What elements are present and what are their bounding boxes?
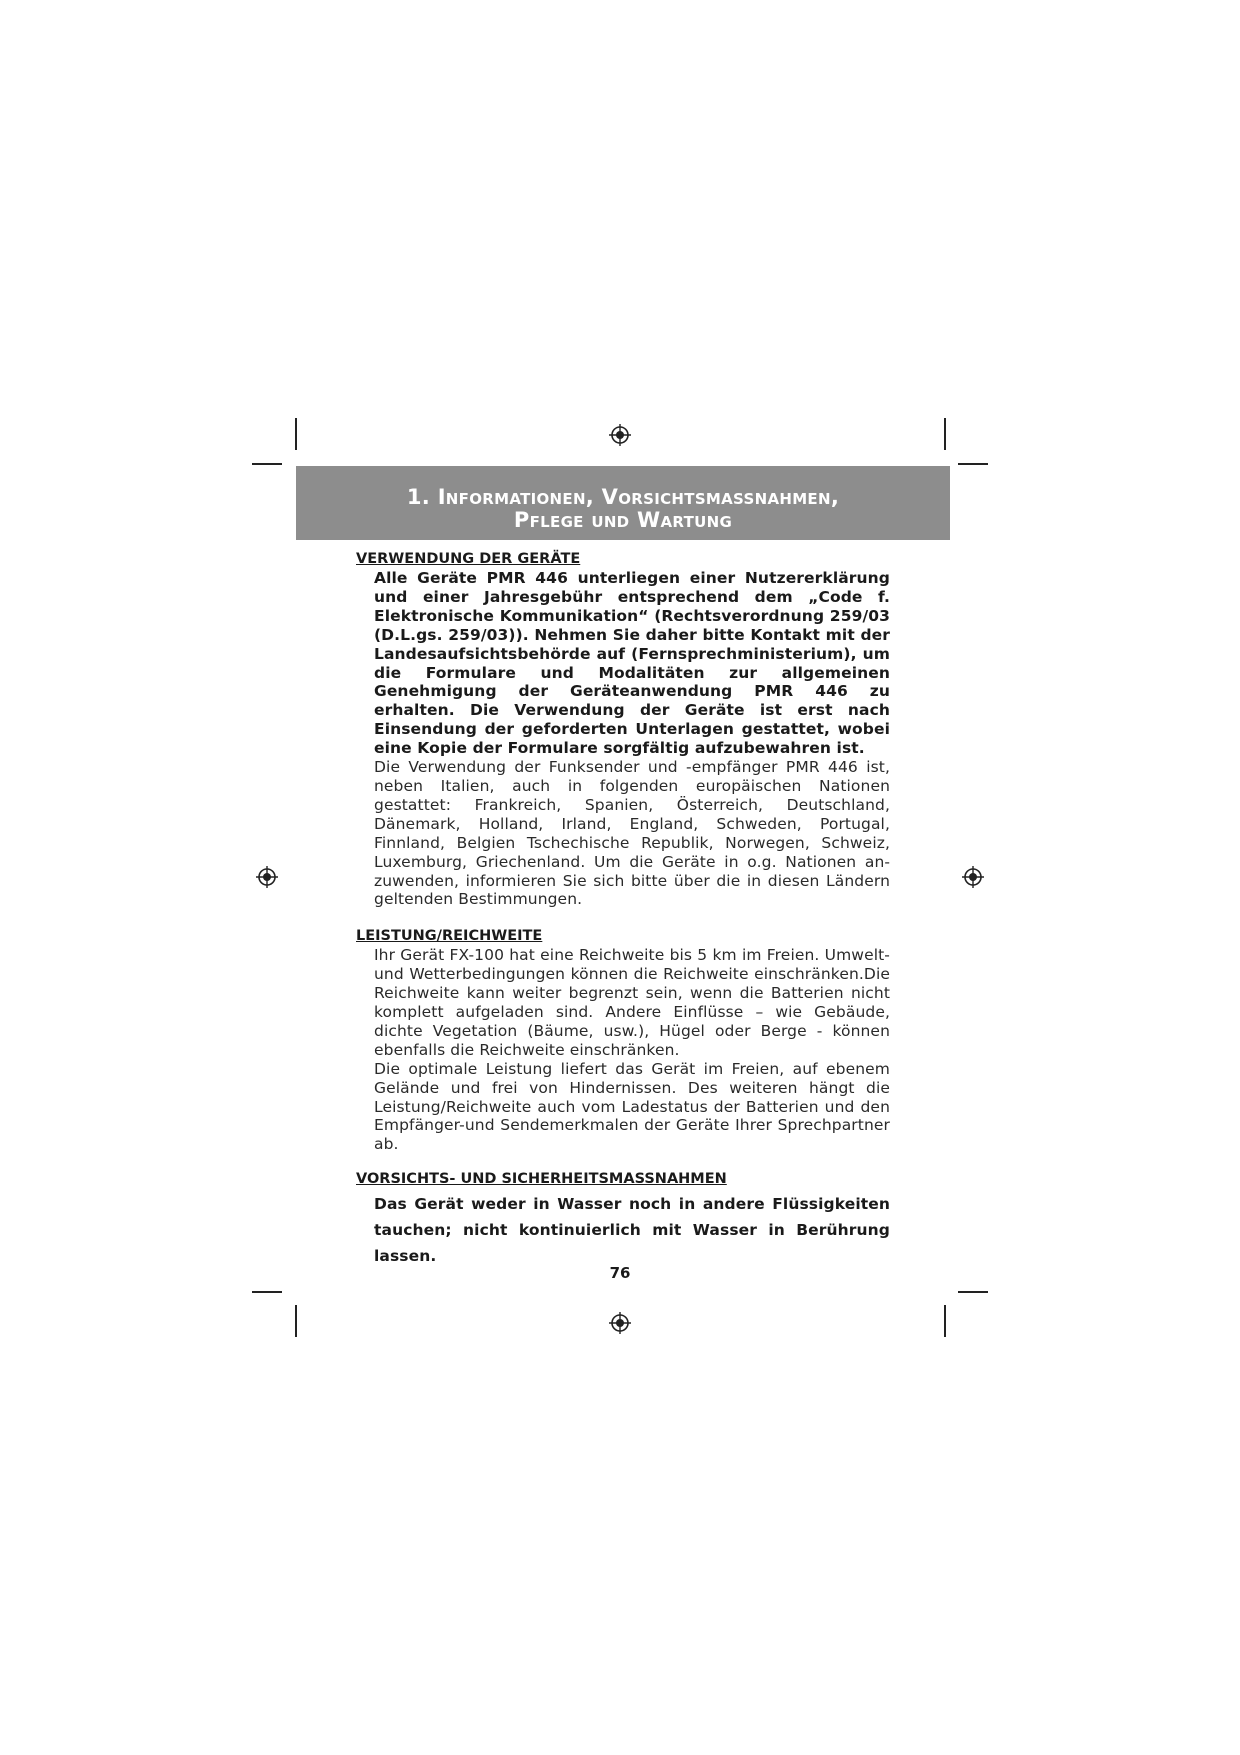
crop-mark xyxy=(295,1305,297,1337)
crop-mark xyxy=(252,1291,282,1293)
chapter-header xyxy=(296,466,950,540)
page-content xyxy=(356,550,890,1269)
paragraph-bold: Das Gerät weder in Wasser noch in andere Flüssigkeiten tauchen; nicht kontinuierlich mit Wasser in Berührung lassen. xyxy=(374,1195,890,1266)
crop-mark xyxy=(295,418,297,450)
paragraph: Die optimale Leistung liefert das Gerät im Freien, auf ebenem Gelände und frei von Hindernissen. Des weiteren hängt die Leistung/Reichweite auch vom Ladestatus der Batterien und den Empfänger-und Sendemerkmalen der Geräte Ihrer Sprechpartner ab. xyxy=(374,1059,890,1154)
crop-mark xyxy=(944,1305,946,1337)
page-number: 76 xyxy=(609,1264,631,1282)
crosshair-registration-icon xyxy=(962,866,984,888)
paragraph-bold: Alle Geräte PMR 446 unterliegen einer Nutzererklärung und einer Jahresgebühr entsprechend dem „Code f. Elektronische Kommunikation“ (Rechtsverordnung 259/03 (D.L.gs. 259/03)). Nehmen Sie daher bitte Kontakt mit der Landesaufsichtsbehörde auf (Fernsprechministerium), um die Formulare und Modalitäten zur allgemeinen Genehmigung der Geräteanwendung PMR 446 zu erhalten. Die Verwendung der Geräte ist erst nach Einsendung der geforderten Unterlagen gestattet, wobei eine Kopie der Formulare sorgfältig aufzubewahren ist. xyxy=(374,569,890,758)
crop-mark xyxy=(958,1291,988,1293)
paragraph: Die Verwendung der Funksender und -empfänger PMR 446 ist, neben Italien, auch in folgenden europäischen Nationen gestattet: Frankreich, Spanien, Österreich, Deutschland, Dänemark, Holland, Irland, England, Schweden, Portugal, Finnland, Belgien Tschechische Republik, Norwegen, Schweiz, Luxemburg, Griechenland. Um die Geräte in o.g. Nationen anzuwenden, informieren Sie sich bitte über die in diesen Ländern geltenden Bestimmungen. xyxy=(374,758,890,909)
section-title-vorsichts: VORSICHTS- UND SICHERHEITSMASSNAHMEN xyxy=(356,1171,727,1188)
section-title-verwendung: VERWENDUNG DER GERÄTE xyxy=(356,551,581,567)
paragraph: Ihr Gerät FX-100 hat eine Reichweite bis 5 km im Freien. Umwelt-und Wetterbedingungen können die Reichweite einschränken.Die Reichweite kann weiter begrenzt sein, wenn die Batterien nicht komplett aufgeladen sind. Andere Einflüsse – wie Gebäude, dichte Vegetation (Bäume, usw.), Hügel oder Berge - können ebenfalls die Reichweite einschränken. xyxy=(374,946,890,1059)
crop-mark xyxy=(944,418,946,450)
crop-mark xyxy=(252,463,282,465)
crop-mark xyxy=(958,463,988,465)
crosshair-registration-icon xyxy=(609,1312,631,1334)
crosshair-registration-icon xyxy=(256,866,278,888)
crosshair-registration-icon xyxy=(609,424,631,446)
chapter-title-line-1: 1. Informationen, Vorsichtsmassnahmen, xyxy=(406,485,840,509)
section-title-leistung: LEISTUNG/REICHWEITE xyxy=(356,928,543,945)
chapter-title-line-2: Pflege und Wartung xyxy=(513,508,733,532)
